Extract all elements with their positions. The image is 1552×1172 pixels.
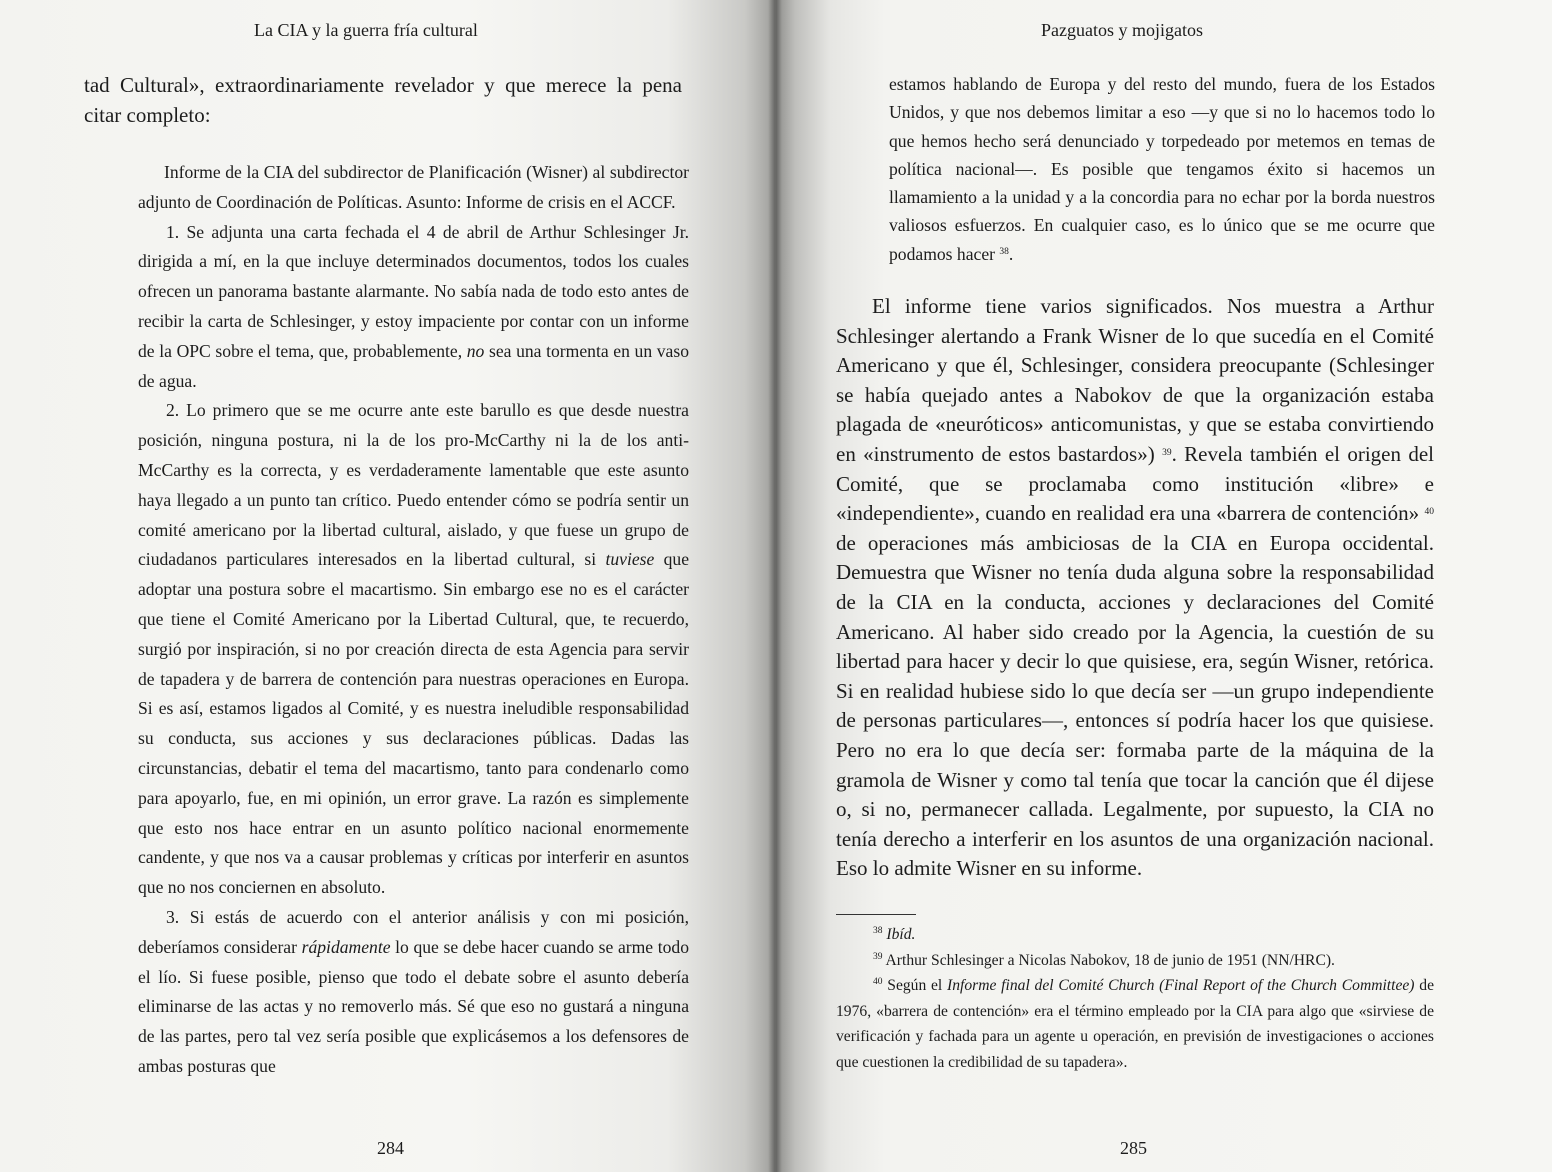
footnote-ref: 39 (1162, 447, 1172, 458)
footnotes (836, 922, 1434, 1076)
quote-paragraph-1: 1. Se adjunta una carta fechada el 4 de abril de Arthur Schlesinger Jr. dirigida a mí, en la que incluye determinados documentos, todos los cuales ofrecen un panorama bastante alarmante. No sabía nada de todo esto antes de recibir la carta de Schlesinger, y estoy impaciente por contar con un informe de la OPC sobre el tema, que, probablemente, no sea una tormenta en un vaso de agua. (138, 221, 690, 391)
running-head: Pazguatos y mojigatos (1041, 20, 1203, 40)
footnote: $^{38}$ Ibíd. (873, 926, 916, 943)
quote-paragraph-2: 2. Lo primero que se me ocurre ante este barullo es que desde nuestra posición, ninguna postura, ni la de los pro-McCarthy ni la de los anti-McCarthy es la correcta, y es verdaderamente lamentable que este asunto haya llegado a un punto tan crítico. Puedo entender cómo se podría sentir un comité americano por la libertad cultural, aislado, y que fuese un grupo de ciudadanos particulares interesados en la libertad cultural, si tuviese que adoptar una postura sobre el macartismo. Sin embargo ese no es el carácter que tiene el Comité Americano por la Libertad Cultural, que, te recuerdo, surgió por inspiración, si no por creación directa de esta Agencia para servir de tapadera y de barrera de contención para nuestras operaciones en Europa. Si es así, estamos ligados al Comité, y es nuestra ineludible responsabilidad su conducta, sus acciones y sus declaraciones públicas. Dadas las circunstancias, debatir el tema del macartismo, tanto para condenarlo como para apoyarlo, fue, en mi opinión, un error grave. La razón es simplemente que esto nos hace entrar en un asunto político nacional enormemente candente, y que nos va a causar problemas y críticas por interferir en asuntos que no nos conciernen en absoluto. (138, 400, 689, 898)
quote-paragraph-3: 3. Si estás de acuerdo con el anterior análisis y con mi posición, deberíamos considerar rápidamente lo que se debe hacer cuando se arme todo el lío. Si fuese posible, pienso que todo el debate sobre el asunto debería eliminarse de las actas y no removerlo más. Sé que eso no gustará a ninguna de las partes, pero tal vez sería posible que explicásemos a los defensores de ambas posturas que (138, 906, 690, 1076)
right-page (776, 0, 1552, 1172)
page-number: 284 (377, 1138, 404, 1158)
footnote-divider (836, 914, 916, 915)
page-number: 285 (1120, 1138, 1147, 1158)
quote-heading: Informe de la CIA del subdirector de Planificación (Wisner) al subdirector adjunto de Coordinación de Políticas. Asunto: Informe de crisis en el ACCF. (138, 162, 689, 212)
running-head: La CIA y la guerra fría cultural (254, 20, 478, 40)
footnote: $^{39}$ Arthur Schlesinger a Nicolas Nabokov, 18 de junio de 1951 (NN/HRC). (873, 951, 1335, 969)
footnote-ref: 40 (1424, 507, 1434, 518)
footnote-ref: 38 (999, 246, 1009, 257)
footnote: $^{40}$ Según el Informe final del Comité Church (Final Report of the Church Committee) de 1976, «barrera de contención» era el término empleado por la CIA para algo que «sirviese de verificación y fachada para un agente u operación, en previsión de investigaciones o acciones que cuestionen la credibilidad de su tapadera». (836, 977, 1434, 1071)
block-quote (138, 158, 689, 1082)
lead-paragraph: tad Cultural», extraordinariamente revelador y que merece la pena citar completo: (84, 73, 682, 127)
emphasis: no (466, 340, 485, 361)
emphasis: tuviese (605, 549, 655, 570)
body-paragraph: El informe tiene varios significados. Nos muestra a Arthur Schlesinger alertando a Frank Wisner de lo que sucedía en el Comité Americano y que él, Schlesinger, considera preocupante (Schlesinger se había quejado antes a Nabokov de que la organización estaba plagada de «neuróticos» anticomunistas, y que se estaba convirtiendo en «instrumento de estos bastardos») $^{39}$. Revela también el origen del Comité, que se proclamaba como institución «libre» e «independiente», cuando en realidad era una «barrera de contención» $^{40}$ de operaciones más ambiciosas de la CIA en Europa occidental. Demuestra que Wisner no tenía duda alguna sobre la responsabilidad de la CIA en la conducta, acciones y declaraciones del Comité Americano. Al haber sido creado por la Agencia, la cuestión de su libertad para hacer y decir lo que quisiese, era, según Wisner, retórica. Si en realidad hubiese sido lo que decía ser —un grupo independiente de personas particulares—, entonces sí podría hacer los que quisiese. Pero no era lo que decía ser: formaba parte de la máquina de la gramola de Wisner y como tal tenía que tocar la canción que él dijese o, si no, permanecer callada. Legalmente, por supuesto, la CIA no tenía derecho a interferir en los asuntos de una organización nacional. Eso lo admite Wisner en su informe. (836, 294, 1434, 881)
emphasis: rápidamente (301, 936, 391, 957)
book-gutter (768, 0, 782, 1172)
block-quote-continuation: estamos hablando de Europa y del resto del mundo, fuera de los Estados Unidos, y que nos debemos limitar a eso —y que si no lo hacemos todo lo que hemos hecho será denunciado y torpedeado por metemos en temas de política nacional—. Es posible que tengamos éxito si hacemos un llamamiento a la unidad y a la concordia para no echar por la borda nuestros valiosos esfuerzos. En cualquier caso, es lo único que se me ocurre que podamos hacer $^{38}$. (889, 74, 1435, 264)
